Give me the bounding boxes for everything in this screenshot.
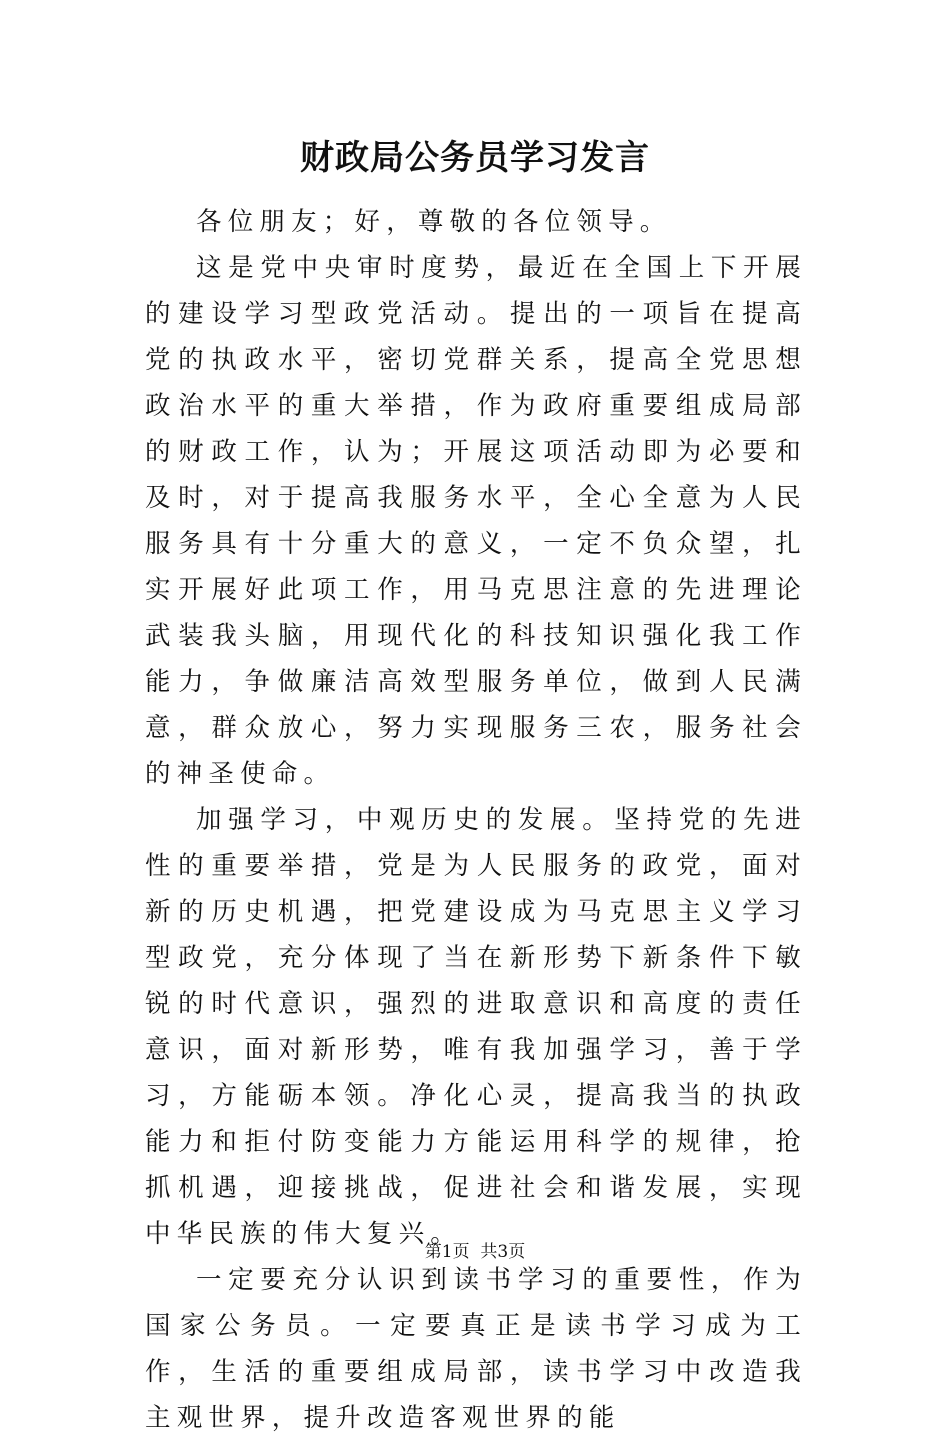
- document-title: 财政局公务员学习发言: [300, 138, 650, 178]
- page-total: 共3页: [480, 1242, 526, 1262]
- page-number: 第1页: [424, 1242, 470, 1262]
- paragraph-greeting: 各位朋友；好，尊敬的各位领导。: [196, 207, 672, 237]
- paragraph-3: 一定要充分认识到读书学习的重要性，作为国家公务员。一定要真正是读书学习成为工作，生活的重要组成局部，读书学习中改造我主观世界，提升改造客观世界的能: [145, 1265, 807, 1433]
- paragraph-2: 加强学习，中观历史的发展。坚持党的先进性的重要举措，党是为人民服务的政党，面对新的历史机遇，把党建设成为马克思主义学习型政党，充分体现了当在新形势下新条件下敏锐的时代意识，强烈的进取意识和高度的责任意识，面对新形势，唯有我加强学习，善于学习，方能砺本领。净化心灵，提高我当的执政能力和拒付防变能力方能运用科学的规律，抢抓机遇，迎接挑战，促进社会和谐发展，实现中华民族的伟大复兴。: [145, 805, 807, 1249]
- page-footer: [0, 1240, 950, 1264]
- paragraph-1: 这是党中央审时度势，最近在全国上下开展的建设学习型政党活动。提出的一项旨在提高党的执政水平，密切党群关系，提高全党思想政治水平的重大举措，作为政府重要组成局部的财政工作，认为；开展这项活动即为必要和及时，对于提高我服务水平，全心全意为人民服务具有十分重大的意义，一定不负众望，扎实开展好此项工作，用马克思注意的先进理论武装我头脑，用现代化的科技知识强化我工作能力，争做廉洁高效型服务单位，做到人民满意，群众放心，努力实现服务三农，服务社会的神圣使命。: [145, 253, 807, 789]
